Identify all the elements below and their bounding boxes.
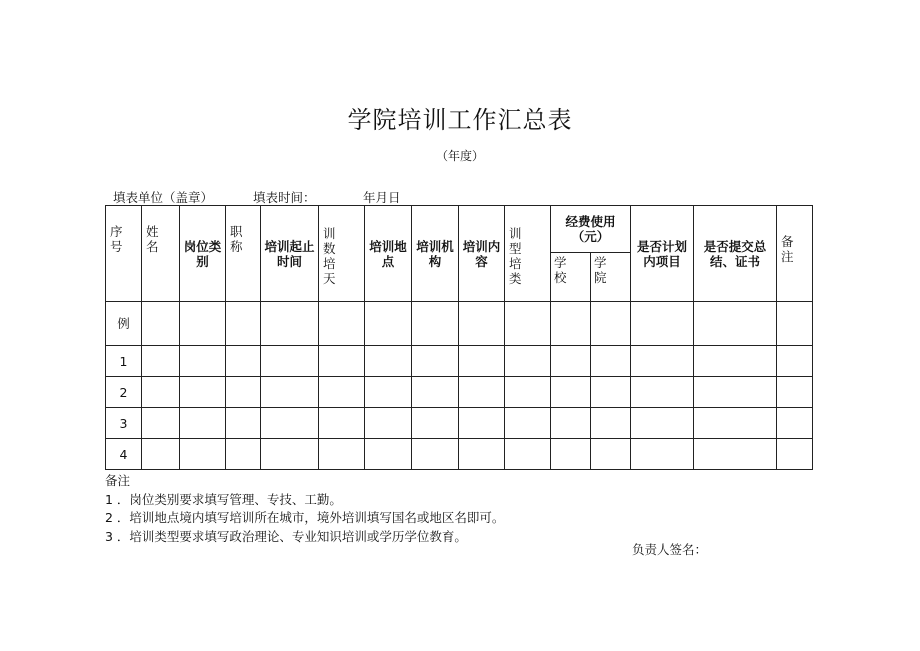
cell[interactable] (412, 439, 459, 470)
cell[interactable] (777, 302, 813, 346)
row-label: 1 (106, 346, 142, 377)
summary-table (105, 205, 813, 470)
cell[interactable] (319, 377, 365, 408)
cell[interactable] (459, 439, 505, 470)
cell[interactable] (319, 346, 365, 377)
cell[interactable] (551, 346, 591, 377)
cell[interactable] (319, 439, 365, 470)
cell[interactable] (226, 408, 261, 439)
cell[interactable] (505, 302, 551, 346)
cell[interactable] (551, 439, 591, 470)
header-seq: 序 号 (106, 206, 142, 302)
cell[interactable] (261, 408, 319, 439)
cell[interactable] (365, 408, 412, 439)
cell[interactable] (365, 377, 412, 408)
date-label: 年月日 (363, 190, 401, 205)
header-title: 职 称 (226, 206, 261, 302)
cell[interactable] (694, 377, 777, 408)
cell[interactable] (319, 302, 365, 346)
cell[interactable] (505, 346, 551, 377)
note-item: 2 ．培训地点境内填写培训所在城市，境外培训填写国名或地区名即可。 (105, 510, 505, 525)
cell[interactable] (412, 346, 459, 377)
cell[interactable] (591, 377, 631, 408)
cell[interactable] (694, 302, 777, 346)
header-content: 培训内 容 (459, 206, 505, 302)
cell[interactable] (180, 346, 226, 377)
table-row (106, 408, 813, 439)
cell[interactable] (180, 408, 226, 439)
time-label: 填表时间： (253, 190, 316, 205)
cell[interactable] (694, 408, 777, 439)
cell[interactable] (551, 377, 591, 408)
cell[interactable] (142, 302, 180, 346)
cell[interactable] (459, 408, 505, 439)
cell[interactable] (631, 346, 694, 377)
cell[interactable] (777, 377, 813, 408)
cell[interactable] (261, 377, 319, 408)
cell[interactable] (365, 302, 412, 346)
cell[interactable] (591, 346, 631, 377)
cell[interactable] (412, 302, 459, 346)
header-school: 学 校 (551, 253, 591, 302)
cell[interactable] (180, 377, 226, 408)
cell[interactable] (226, 346, 261, 377)
table-row (106, 377, 813, 408)
cell[interactable] (142, 377, 180, 408)
signature-label: 负责人签名： (632, 542, 708, 557)
row-label: 例 (106, 302, 142, 346)
header-summary: 是否提交总 结、证书 (694, 206, 777, 302)
cell[interactable] (631, 439, 694, 470)
cell[interactable] (694, 346, 777, 377)
cell[interactable] (505, 408, 551, 439)
header-post-type: 岗位类 别 (180, 206, 226, 302)
cell[interactable] (777, 408, 813, 439)
row-label: 4 (106, 439, 142, 470)
table-row (106, 439, 813, 470)
cell[interactable] (319, 408, 365, 439)
cell[interactable] (551, 302, 591, 346)
header-remark: 备 注 (777, 206, 813, 302)
cell[interactable] (261, 302, 319, 346)
cell[interactable] (365, 346, 412, 377)
cell[interactable] (226, 302, 261, 346)
cell[interactable] (142, 439, 180, 470)
cell[interactable] (142, 408, 180, 439)
cell[interactable] (459, 346, 505, 377)
cell[interactable] (591, 408, 631, 439)
header-period: 培训起止 时间 (261, 206, 319, 302)
cell[interactable] (591, 439, 631, 470)
cell[interactable] (631, 408, 694, 439)
cell[interactable] (261, 439, 319, 470)
cell[interactable] (591, 302, 631, 346)
cell[interactable] (777, 346, 813, 377)
header-place: 培训地 点 (365, 206, 412, 302)
header-funds: 经费使用 （元） (551, 206, 631, 253)
header-type: 训 型 培 类 (505, 206, 551, 302)
cell[interactable] (459, 377, 505, 408)
cell[interactable] (551, 408, 591, 439)
cell[interactable] (226, 439, 261, 470)
page-subtitle: （年度） (435, 149, 484, 163)
page-title: 学院培训工作汇总表 (347, 106, 573, 134)
header-in-plan: 是否计划 内项目 (631, 206, 694, 302)
header-row-1 (106, 206, 813, 253)
cell[interactable] (365, 439, 412, 470)
cell[interactable] (777, 439, 813, 470)
cell[interactable] (261, 346, 319, 377)
cell[interactable] (459, 302, 505, 346)
table-row (106, 346, 813, 377)
note-item: 1 ．岗位类别要求填写管理、专技、工勤。 (105, 491, 342, 507)
cell[interactable] (694, 439, 777, 470)
notes-heading: 备注 (105, 473, 131, 488)
header-org: 培训机 构 (412, 206, 459, 302)
header-college: 学 院 (591, 253, 631, 302)
cell[interactable] (180, 302, 226, 346)
cell[interactable] (412, 377, 459, 408)
table-row (106, 302, 813, 346)
row-label: 2 (106, 377, 142, 408)
header-days: 训 数 培 天 (319, 206, 365, 302)
cell[interactable] (180, 439, 226, 470)
cell[interactable] (505, 439, 551, 470)
cell[interactable] (226, 377, 261, 408)
notes (105, 472, 504, 546)
header-name: 姓 名 (142, 206, 180, 302)
unit-label: 填表单位（盖章） (113, 190, 214, 205)
cell[interactable] (505, 377, 551, 408)
cell[interactable] (142, 346, 180, 377)
cell[interactable] (631, 302, 694, 346)
note-item: 3 ．培训类型要求填写政治理论、专业知识培训或学历学位教育。 (105, 528, 467, 544)
cell[interactable] (412, 408, 459, 439)
row-label: 3 (106, 408, 142, 439)
cell[interactable] (631, 377, 694, 408)
